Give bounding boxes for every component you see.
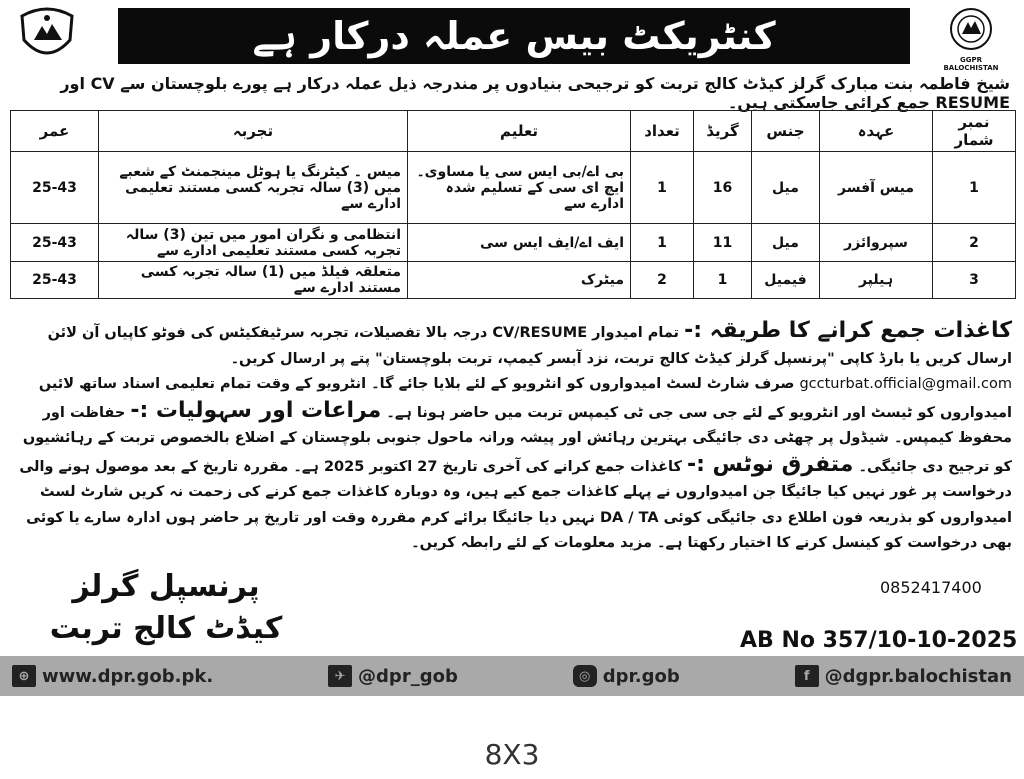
cell-grade: 11: [694, 224, 752, 262]
submission-heading: کاغذات جمع کرانے کا طریقہ :-: [684, 318, 1012, 343]
cell-education: میٹرک: [408, 262, 631, 299]
intro-text: شیخ فاطمہ بنت مبارک گرلز کیڈٹ کالج تربت کو ترجیحی بنیادوں پر مندرجہ ذیل عملہ درکار ہے پورے بلوچستان سے CV اور RESUME جمع کرائی جاسکتی ہیں۔: [60, 74, 1010, 112]
col-header-grade: گریڈ: [694, 111, 752, 152]
cell-gender: میل: [752, 224, 820, 262]
col-header-post: عہدہ: [820, 111, 933, 152]
cell-serial: 1: [933, 152, 1016, 224]
cell-experience: متعلقہ فیلڈ میں (1) سالہ تجربہ کسی مستند ادارے سے: [99, 262, 408, 299]
cell-education: ایف اے/ایف ایس سی: [408, 224, 631, 262]
facilities-heading: مراعات اور سہولیات :-: [130, 397, 382, 423]
footer-twitter-text: @dpr_gob: [358, 665, 458, 687]
cell-post: میس آفسر: [820, 152, 933, 224]
col-header-quantity: تعداد: [631, 111, 694, 152]
footer-facebook[interactable]: [795, 665, 1012, 687]
cell-grade: 1: [694, 262, 752, 299]
col-header-gender: جنس: [752, 111, 820, 152]
phone-number: 0852417400: [880, 578, 982, 597]
col-header-serial: نمبر شمار: [933, 111, 1016, 152]
submission-text-2: صرف شارٹ لسٹ امیدواروں کو انٹرویو کے لئے بلایا جائے گا۔ انٹرویو کے وقت تمام تعلیمی اسناد ساتھ لائیں امیدواروں کو ٹیسٹ اور انٹرویو کے لئے جی سی جی ٹی کیمپس تربت میں حاضر ہونا ہے۔: [38, 376, 1012, 421]
cell-gender: فیمیل: [752, 262, 820, 299]
notes-text: کاغذات جمع کرانے کی آخری تاریخ 27 اکتوبر 2025 ہے۔ مقررہ تاریخ کے بعد موصول ہونے والی درخواست پر غور نہیں کیا جائیگا جن امیدواروں نے پہلے کاغذات جمع کیے ہیں، وہ دوبارہ کاغذات جمع کرنے کی زحمت نہ کریں شارٹ لسٹ امیدواروں کو بذریعہ فون اطلاع دی جائیگی کوئی DA / TA نہیں دیا جائیگا برائے کرم مقررہ وقت اور تاریخ پر حاضر ہوں ادارہ سارے یا کوئی بھی درخواست کو کینسل کرنے کا اختیار رکھتا ہے۔ مزید معلومات کے لئے رابطہ کریں۔: [19, 458, 1012, 551]
cell-serial: 3: [933, 262, 1016, 299]
cell-serial: 2: [933, 224, 1016, 262]
jobs-table: [10, 110, 1016, 299]
body-text: [14, 318, 1012, 557]
facebook-icon: f: [795, 665, 819, 687]
instagram-icon: ◎: [573, 665, 597, 687]
footer-facebook-text: @dgpr.balochistan: [824, 665, 1012, 687]
table-header-row: [11, 111, 1016, 152]
notes-heading: متفرق نوٹس :-: [686, 451, 854, 477]
footer-bar: [0, 656, 1024, 696]
cell-quantity: 2: [631, 262, 694, 299]
cell-age: 25-43: [11, 262, 99, 299]
principal-line-2: کیڈٹ کالج تربت: [49, 611, 283, 646]
footer-instagram-text: dpr.gob: [602, 665, 680, 687]
principal-line-1: پرنسپل گرلز: [72, 569, 260, 604]
college-logo-icon: [12, 6, 82, 64]
facilities-text: حفاظت اور محفوظ کیمپس۔ شیڈول پر چھٹی دی جائیگی بہترین رہائش اور پیشہ ورانہ ماحول جنوبی بلوچستان کے اضلاع بالخصوص تربت کے رہائشیوں کو ترجیح دی جائیگی۔: [22, 404, 1012, 475]
dgpr-logo-caption: GGPR BALOCHISTAN: [943, 56, 999, 72]
cell-gender: میل: [752, 152, 820, 224]
table-row: [11, 262, 1016, 299]
cell-quantity: 1: [631, 224, 694, 262]
cell-experience: انتظامی و نگران امور میں تین (3) سالہ تجربہ کسی مستند تعلیمی ادارے سے: [99, 224, 408, 262]
table-row: [11, 224, 1016, 262]
footer-website-text: www.dpr.gob.pk.: [42, 665, 214, 687]
footer-twitter[interactable]: [328, 665, 458, 687]
table-row: [11, 152, 1016, 224]
col-header-age: عمر: [11, 111, 99, 152]
globe-icon: ⊕: [12, 665, 36, 687]
cell-quantity: 1: [631, 152, 694, 224]
page-title: کنٹریکٹ بیس عملہ درکار ہے: [118, 8, 910, 64]
col-header-experience: تجربہ: [99, 111, 408, 152]
submission-email[interactable]: gccturbat.official@gmail.com: [799, 376, 1012, 392]
dgpr-logo-icon: [936, 6, 1006, 72]
cell-grade: 16: [694, 152, 752, 224]
cell-post: ہیلپر: [820, 262, 933, 299]
ad-size-label: 8X3: [484, 738, 540, 771]
cell-experience: میس ۔ کیٹرنگ یا ہوٹل مینجمنٹ کے شعبے میں (3) سالہ تجربہ کسی مستند تعلیمی ادارے سے: [99, 152, 408, 224]
footer-instagram[interactable]: [573, 665, 680, 687]
principal-signature-block: [6, 566, 326, 656]
col-header-education: تعلیم: [408, 111, 631, 152]
cell-age: 25-43: [11, 224, 99, 262]
submission-text: تمام امیدوار CV/RESUME درجہ بالا تفصیلات، تجربہ سرٹیفکیٹس کی فوٹو کاپیاں آن لائن ارسال کریں یا بارڈ کاپی "پرنسپل گرلز کیڈٹ کالج تربت، نزد آبسر کیمپ، تربت بلوچستان" پتے پر ارسال کریں۔: [47, 325, 1012, 367]
cell-post: سپروائزر: [820, 224, 933, 262]
ab-number: AB No 357/10-10-2025: [740, 628, 1018, 653]
twitter-icon: ✈: [328, 665, 352, 687]
footer-website[interactable]: [12, 665, 213, 687]
cell-education: بی اے/بی ایس سی یا مساوی۔ ایچ ای سی کے تسلیم شدہ ادارے سے: [408, 152, 631, 224]
cell-age: 25-43: [11, 152, 99, 224]
